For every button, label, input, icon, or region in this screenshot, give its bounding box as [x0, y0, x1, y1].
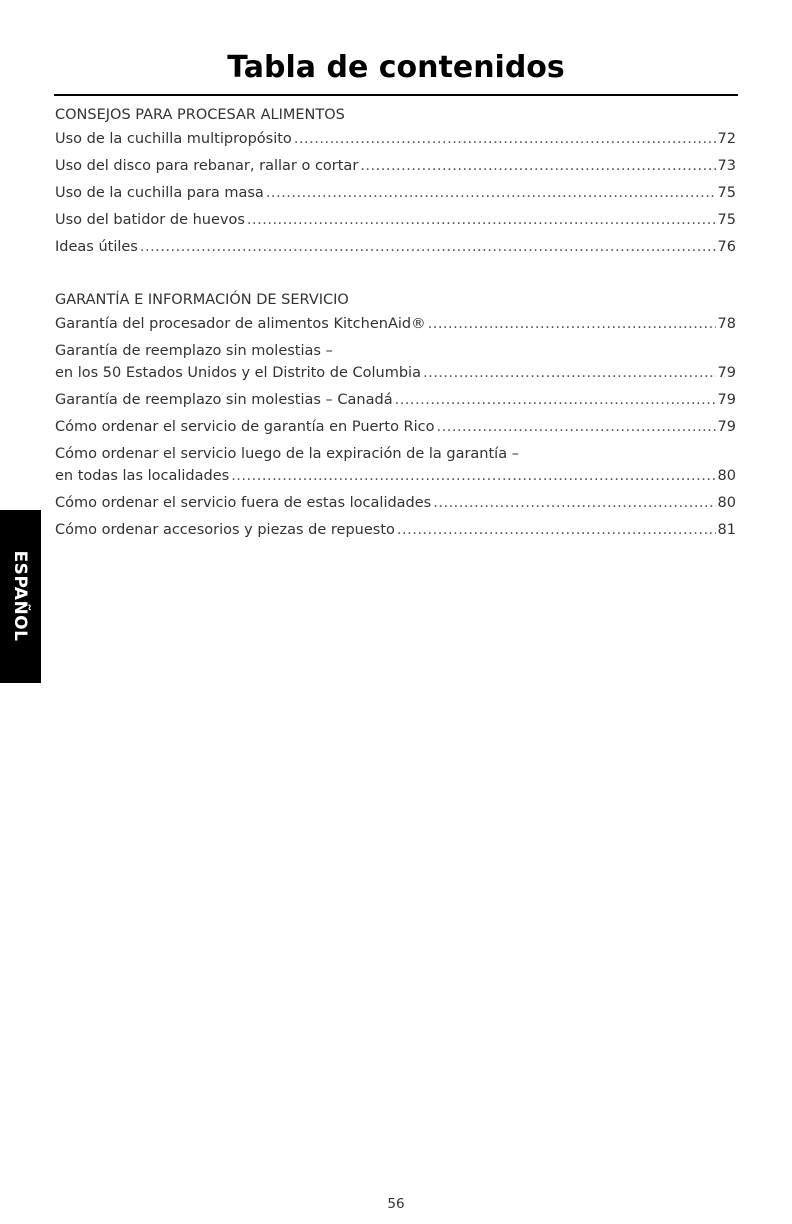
dot-leader — [397, 519, 716, 541]
toc-entry-label: Garantía de reemplazo sin molestias – Canadá — [55, 392, 393, 408]
toc-entry-label: Uso de la cuchilla multipropósito — [55, 131, 292, 147]
toc-entry-page: 79 — [717, 365, 736, 381]
toc-entry[interactable] — [55, 236, 736, 263]
dot-leader — [428, 313, 716, 335]
dot-leader — [437, 416, 716, 438]
toc-entry[interactable] — [55, 313, 736, 340]
toc-entry-label: Uso de la cuchilla para masa — [55, 185, 264, 201]
toc-entry-page: 72 — [717, 131, 736, 147]
toc-entry-page: 80 — [717, 468, 736, 484]
dot-leader — [395, 389, 716, 411]
toc-entry-label: en los 50 Estados Unidos y el Distrito de Columbia — [55, 365, 421, 381]
toc-entry[interactable] — [55, 519, 736, 546]
dot-leader — [423, 362, 716, 384]
toc-entry-page: 79 — [717, 419, 736, 435]
toc-entry[interactable] — [55, 492, 736, 519]
toc-entry-label: en todas las localidades — [55, 468, 230, 484]
page-number: 56 — [387, 1196, 405, 1212]
toc-entry[interactable] — [55, 340, 736, 389]
toc-entry-page: 81 — [717, 522, 736, 538]
dot-leader — [433, 492, 715, 514]
toc-entry[interactable] — [55, 155, 736, 182]
toc-entry[interactable] — [55, 209, 736, 236]
toc-entry-label: Uso del batidor de huevos — [55, 212, 245, 228]
toc-entry-label: Uso del disco para rebanar, rallar o cortar — [55, 158, 359, 174]
dot-leader — [294, 128, 716, 150]
title-divider — [54, 94, 738, 96]
toc-entry[interactable] — [55, 128, 736, 155]
dot-leader — [247, 209, 716, 231]
toc-entry-page: 80 — [717, 495, 736, 511]
language-tab-label: ESPAÑOL — [10, 550, 30, 642]
toc-entry[interactable] — [55, 416, 736, 443]
toc-entry-page: 75 — [717, 212, 736, 228]
toc-entry-page: 75 — [717, 185, 736, 201]
table-of-contents — [55, 104, 736, 546]
section-heading-tips: CONSEJOS PARA PROCESAR ALIMENTOS — [55, 107, 345, 123]
toc-entry-page: 79 — [717, 392, 736, 408]
dot-leader — [231, 465, 715, 487]
toc-entry-label: Garantía del procesador de alimentos KitchenAid® — [55, 316, 426, 332]
toc-entry-page: 73 — [717, 158, 736, 174]
toc-entry-label-line1: Garantía de reemplazo sin molestias – — [55, 343, 333, 359]
toc-entry-label: Cómo ordenar el servicio de garantía en Puerto Rico — [55, 419, 435, 435]
toc-entry[interactable] — [55, 443, 736, 492]
toc-entry-page: 76 — [717, 239, 736, 255]
section-heading-warranty: GARANTÍA E INFORMACIÓN DE SERVICIO — [55, 292, 349, 308]
toc-entry-page: 78 — [717, 316, 736, 332]
dot-leader — [360, 155, 715, 177]
dot-leader — [140, 236, 716, 258]
toc-entry-label: Cómo ordenar el servicio fuera de estas localidades — [55, 495, 432, 511]
toc-entry-label: Cómo ordenar accesorios y piezas de repuesto — [55, 522, 395, 538]
toc-entry[interactable] — [55, 182, 736, 209]
dot-leader — [266, 182, 716, 204]
page-title: Tabla de contenidos — [227, 50, 565, 85]
toc-entry-label: Ideas útiles — [55, 239, 138, 255]
language-tab — [0, 510, 41, 683]
section-spacer — [55, 263, 736, 289]
toc-entry-label-line1: Cómo ordenar el servicio luego de la expiración de la garantía – — [55, 446, 519, 462]
toc-entry[interactable] — [55, 389, 736, 416]
